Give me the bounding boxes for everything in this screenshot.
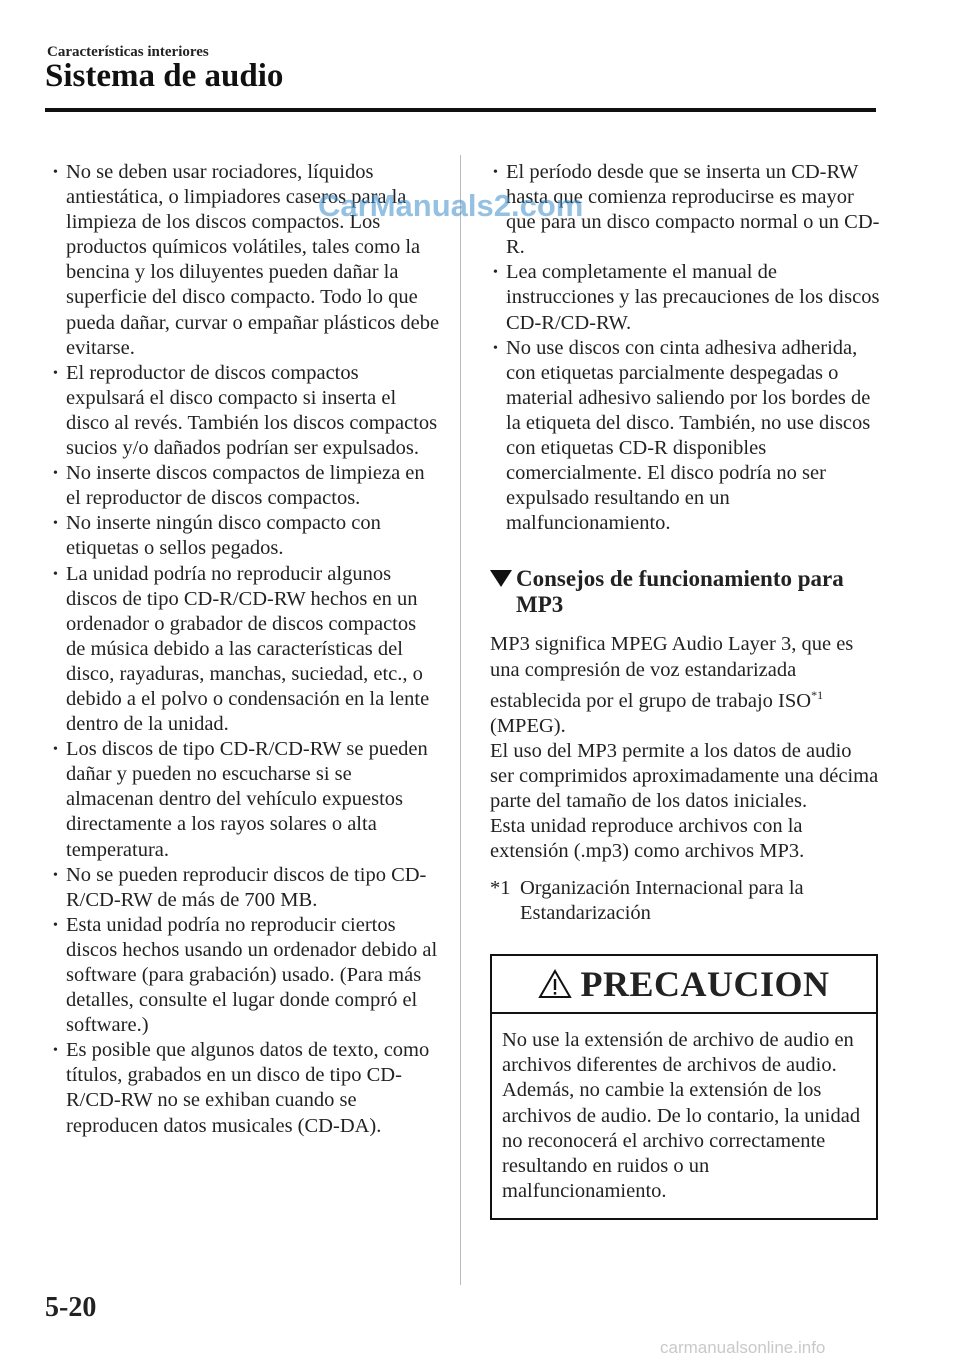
- mp3-paragraph-1: [490, 632, 880, 738]
- list-item: • No inserte ningún disco compacto con etiquetas o sellos pegados.: [50, 511, 440, 561]
- mp3-paragraph-1-tail: (MPEG).: [490, 714, 566, 737]
- title-rule: [45, 108, 876, 112]
- caution-title: PRECAUCION: [580, 963, 830, 1004]
- list-item: • No se pueden reproducir discos de tipo CD-R/CD-RW de más de 700 MB.: [50, 863, 440, 913]
- list-item: • Lea completamente el manual de instrucciones y las precauciones de los discos CD-R/CD-RW.: [490, 260, 880, 335]
- list-item: • El período desde que se inserta un CD-RW hasta que comienza reproducirse es mayor que para un disco compacto normal o un CD-R.: [490, 160, 880, 260]
- list-item: • El reproductor de discos compactos expulsará el disco compacto si inserta el disco al revés. También los discos compactos sucios y/o dañados podrían ser expulsados.: [50, 361, 440, 461]
- mp3-paragraph-1-text: MP3 significa MPEG Audio Layer 3, que es una compresión de voz estandarizada establecida por el grupo de trabajo ISO: [490, 633, 854, 712]
- list-item: • No use discos con cinta adhesiva adherida, con etiquetas parcialmente despegadas o material adhesivo saliendo por los bordes de la etiqueta del disco. También, no use discos con etiquetas CD-R disponibles comercialmente. El disco podría no ser expulsado resultando en un malfuncionamiento.: [490, 336, 880, 537]
- watermark-bottom: carmanualsonline.info: [660, 1338, 826, 1357]
- column-divider: [460, 155, 461, 1285]
- triangle-down-icon: [490, 570, 512, 587]
- page-title: Sistema de audio: [45, 58, 284, 94]
- list-item: • Esta unidad podría no reproducir ciertos discos hechos usando un ordenador debido al software (para grabación) usado. (Para más detalles, consulte el lugar donde compró el software.): [50, 913, 440, 1038]
- mp3-paragraph-2: El uso del MP3 permite a los datos de audio ser comprimidos aproximadamente una décima parte del tamaño de los datos iniciales.: [490, 739, 879, 812]
- warning-icon: [538, 969, 572, 999]
- footnote: [490, 876, 880, 926]
- section-label: Características interiores: [47, 44, 209, 60]
- caution-header: [492, 956, 876, 1014]
- right-column: [490, 160, 880, 1220]
- list-item: • La unidad podría no reproducir algunos discos de tipo CD-R/CD-RW hechos en un ordenador o grabador de discos compactos de música debido a las características del disco, rayaduras, manchas, suciedad, etc., o debido a el polvo o condensación en la lente dentro de la unidad.: [50, 562, 440, 738]
- footnote-mark: *1: [490, 877, 511, 900]
- footnote-text: Organización Internacional para la Estandarización: [520, 877, 804, 925]
- caution-box: [490, 954, 878, 1220]
- caution-body: No use la extensión de archivo de audio en archivos diferentes de archivos de audio. Además, no cambie la extensión de los archivos de audio. De lo contario, la unidad no reconocerá el archivo correctamente resultando en ruidos o un malfuncionamiento.: [502, 1029, 861, 1202]
- list-item: • Es posible que algunos datos de texto, como títulos, grabados en un disco de tipo CD-R/CD-RW no se exhiban cuando se reproducen datos musicales (CD-DA).: [50, 1038, 440, 1138]
- mp3-heading: [490, 566, 880, 618]
- list-item: • No inserte discos compactos de limpieza en el reproductor de discos compactos.: [50, 461, 440, 511]
- list-item: • Los discos de tipo CD-R/CD-RW se pueden dañar y pueden no escucharse si se almacenan dentro del vehículo expuestos directamente a los rayos solares o alta temperatura.: [50, 737, 440, 862]
- list-item: • No se deben usar rociadores, líquidos antiestática, o limpiadores caseros para la limpieza de los discos compactos. Los productos químicos volátiles, tales como la bencina y los diluyentes pueden dañar la superficie del disco compacto. Todo lo que pueda dañar, curvar o empañar plásticos debe evitarse.: [50, 160, 440, 361]
- footnote-ref: *1: [811, 687, 824, 702]
- mp3-paragraph-3: Esta unidad reproduce archivos con la extensión (.mp3) como archivos MP3.: [490, 814, 805, 862]
- mp3-heading-text: Consejos de funcionamiento para MP3: [516, 566, 844, 618]
- left-column: [50, 160, 440, 1139]
- page-number: 5-20: [45, 1292, 97, 1323]
- watermark-top: CarManuals2.com: [318, 188, 584, 223]
- left-bullet-list: [50, 160, 440, 1139]
